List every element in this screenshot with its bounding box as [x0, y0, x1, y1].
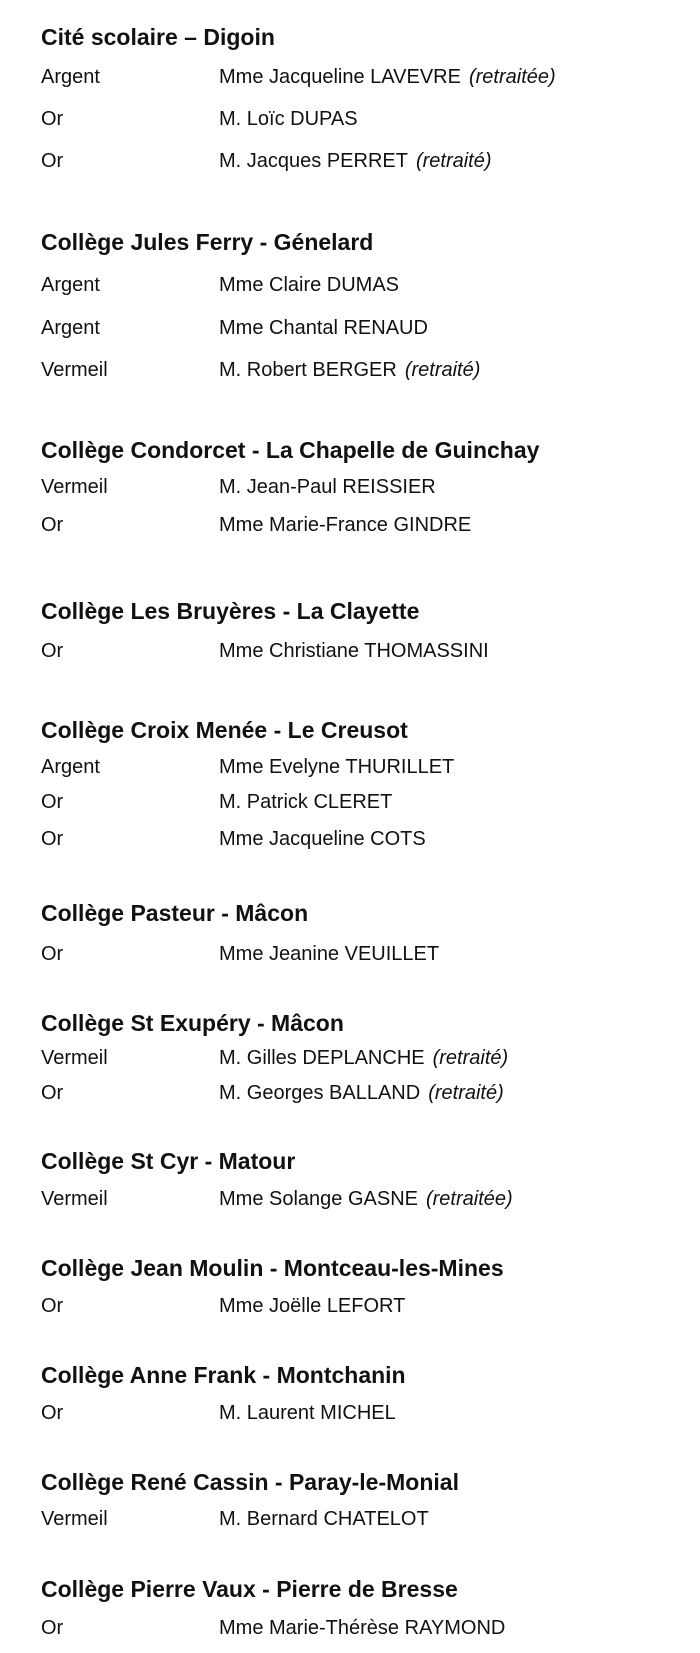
retired-note: (retraitée) [468, 66, 556, 88]
honoree-name: Mme Jeanine VEUILLET [219, 943, 440, 965]
honoree-name: Mme Evelyne THURILLET [219, 756, 455, 778]
medal-label: Argent [41, 66, 100, 88]
retired-note: (retraité) [432, 1047, 509, 1069]
school-heading: Collège Jean Moulin - Montceau-les-Mines [41, 1255, 504, 1281]
school-heading: Collège Condorcet - La Chapelle de Guinchay [41, 437, 540, 463]
medal-label: Vermeil [41, 1508, 108, 1530]
medal-label: Or [41, 1295, 64, 1317]
medal-label: Or [41, 108, 64, 130]
honoree-name: M. Laurent MICHEL [219, 1402, 396, 1424]
school-heading: Collège Jules Ferry - Génelard [41, 229, 374, 255]
medal-label: Or [41, 1617, 64, 1639]
medal-label: Vermeil [41, 1047, 108, 1069]
honoree-name: M. Gilles DEPLANCHE [219, 1047, 425, 1069]
retired-note: (retraitée) [425, 1188, 513, 1210]
medal-label: Vermeil [41, 1188, 108, 1210]
honoree-name: Mme Joëlle LEFORT [219, 1295, 406, 1317]
school-heading: Collège Anne Frank - Montchanin [41, 1362, 406, 1388]
honoree-name: Mme Jacqueline LAVEVRE [219, 66, 461, 88]
school-heading: Collège Pierre Vaux - Pierre de Bresse [41, 1576, 458, 1602]
honoree-name: M. Jean-Paul REISSIER [219, 476, 436, 498]
retired-note: (retraité) [428, 1082, 504, 1104]
honoree-name: M. Bernard CHATELOT [219, 1508, 429, 1530]
medal-label: Or [41, 150, 64, 172]
school-heading: Collège St Exupéry - Mâcon [41, 1010, 344, 1036]
medal-label: Or [41, 1082, 64, 1104]
school-heading: Collège René Cassin - Paray-le-Monial [41, 1469, 459, 1495]
medal-label: Or [41, 828, 64, 850]
medal-label: Or [41, 514, 64, 536]
honoree-name: Mme Chantal RENAUD [219, 317, 428, 339]
school-heading: Collège Croix Menée - Le Creusot [41, 717, 408, 743]
medal-label: Or [41, 1402, 64, 1424]
school-heading: Collège Les Bruyères - La Clayette [41, 598, 420, 624]
medal-label: Argent [41, 756, 100, 778]
honoree-name: M. Patrick CLERET [219, 791, 393, 813]
medal-label: Vermeil [41, 476, 108, 498]
medal-label: Or [41, 943, 64, 965]
honoree-name: Mme Jacqueline COTS [219, 828, 426, 850]
honoree-name: Mme Christiane THOMASSINI [219, 640, 489, 662]
medal-label: Argent [41, 274, 100, 296]
retired-note: (retraité) [404, 359, 481, 381]
honoree-name: Mme Marie-Thérèse RAYMOND [219, 1617, 506, 1639]
medal-label: Argent [41, 317, 100, 339]
school-heading: Collège St Cyr - Matour [41, 1148, 296, 1174]
school-heading: Cité scolaire – Digoin [41, 24, 275, 50]
medal-label: Or [41, 791, 64, 813]
honoree-name: M. Georges BALLAND [219, 1082, 421, 1104]
medal-label: Or [41, 640, 64, 662]
honoree-name: M. Jacques PERRET [219, 150, 408, 172]
honoree-name: Mme Claire DUMAS [219, 274, 400, 296]
medal-label: Vermeil [41, 359, 108, 381]
honoree-name: Mme Solange GASNE [219, 1188, 418, 1210]
honoree-name: M. Robert BERGER [219, 359, 397, 381]
school-heading: Collège Pasteur - Mâcon [41, 900, 309, 926]
honoree-name: M. Loïc DUPAS [219, 108, 358, 130]
honoree-name: Mme Marie-France GINDRE [219, 514, 472, 536]
retired-note: (retraité) [415, 150, 492, 172]
